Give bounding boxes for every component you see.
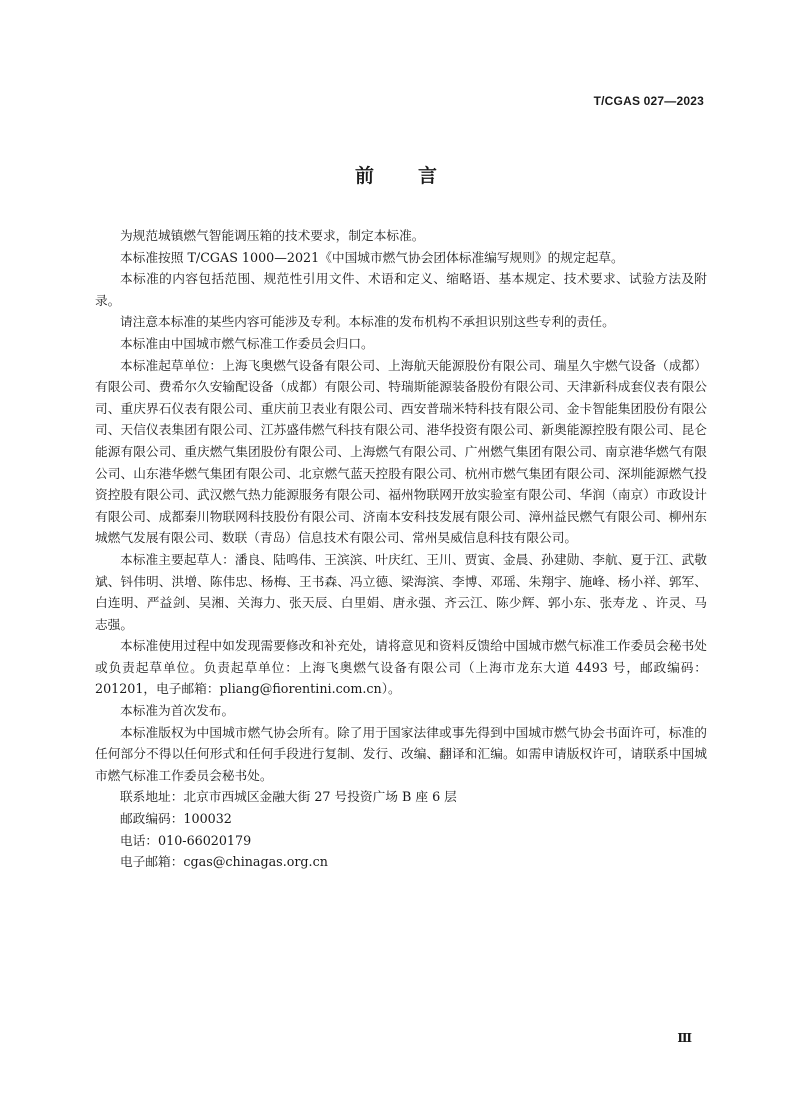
paragraph-drafters: 本标准主要起草人：潘良、陆鸣伟、王滨滨、叶庆红、王川、贾寅、金晨、孙建勋、李航、夏于江、武敬斌、钭伟明、洪增、陈伟忠、杨梅、王书森、冯立德、梁海滨、李博、邓瑶、朱翔宇、施峰、杨小祥、郭军、白连明、严益剑、吴湘、关海力、张天辰、白里娟、唐永强、齐云江、陈少辉、郭小东、张寿龙 、许灵、马志强。 — [95, 551, 707, 632]
paragraph-attribution: 本标准由中国城市燃气标准工作委员会归口。 — [120, 335, 374, 351]
title-char-1: 前 — [354, 165, 374, 187]
paragraph-first-edition: 本标准为首次发布。 — [120, 703, 235, 719]
paragraph-contents: 本标准的内容包括范围、规范性引用文件、术语和定义、缩略语、基本规定、技术要求、试验方法及附录。 — [95, 271, 707, 308]
page-title — [0, 161, 792, 188]
foreword-body — [95, 225, 707, 873]
paragraph-drafting-units: 本标准起草单位：上海飞奥燃气设备有限公司、上海航天能源股份有限公司、瑞星久宇燃气设备（成都）有限公司、费希尔久安输配设备（成都）有限公司、特瑞斯能源装备股份有限公司、天津新科成套仪表有限公司、重庆界石仪表有限公司、重庆前卫表业有限公司、西安普瑞米特科技有限公司、金卡智能集团股份有限公司、天信仪表集团有限公司、江苏盛伟燃气科技有限公司、港华投资有限公司、新奥能源控股有限公司、昆仑能源有限公司、重庆燃气集团股份有限公司、上海燃气有限公司、广州燃气集团有限公司、南京港华燃气有限公司、山东港华燃气集团有限公司、北京燃气蓝天控股有限公司、杭州市燃气集团有限公司、深圳能源燃气投资控股有限公司、武汉燃气热力能源服务有限公司、福州物联网开放实验室有限公司、华润（南京）市政设计有限公司、成都秦川物联网科技股份有限公司、济南本安科技发展有限公司、漳州益民燃气有限公司、柳州东城燃气发展有限公司、数联（青岛）信息技术有限公司、常州昊威信息科技有限公司。 — [95, 357, 707, 546]
contact-postcode: 邮政编码：100032 — [120, 811, 232, 827]
paragraph-drafting-rules: 本标准按照 T/CGAS 1000—2021《中国城市燃气协会团体标准编写规则》的规定起草。 — [120, 249, 624, 265]
paragraph-copyright: 本标准版权为中国城市燃气协会所有。除了用于国家法律或事先得到中国城市燃气协会书面许可，标准的任何部分不得以任何形式和任何手段进行复制、发行、改编、翻译和汇编。如需申请版权许可，请联系中国城市燃气标准工作委员会秘书处。 — [95, 724, 707, 783]
contact-email: 电子邮箱：cgas@chinagas.org.cn — [120, 854, 328, 870]
paragraph-patent-notice: 请注意本标准的某些内容可能涉及专利。本标准的发布机构不承担识别这些专利的责任。 — [120, 314, 615, 330]
title-char-2: 言 — [418, 165, 438, 187]
contact-address: 联系地址：北京市西城区金融大街 27 号投资广场 B 座 6 层 — [120, 789, 457, 805]
standard-code: T/CGAS 027—2023 — [593, 94, 704, 108]
paragraph-purpose: 为规范城镇燃气智能调压箱的技术要求，制定本标准。 — [120, 228, 425, 243]
paragraph-feedback: 本标准使用过程中如发现需要修改和补充处，请将意见和资料反馈给中国城市燃气标准工作委员会秘书处或负责起草单位。负责起草单位：上海飞奥燃气设备有限公司（上海市龙东大道 4493 号，邮政编码：201201，电子邮箱：pliang@fiorentini.com.cn）。 — [95, 638, 707, 697]
page-number: Ⅲ — [677, 1031, 692, 1045]
contact-phone: 电话：010-66020179 — [120, 832, 252, 848]
